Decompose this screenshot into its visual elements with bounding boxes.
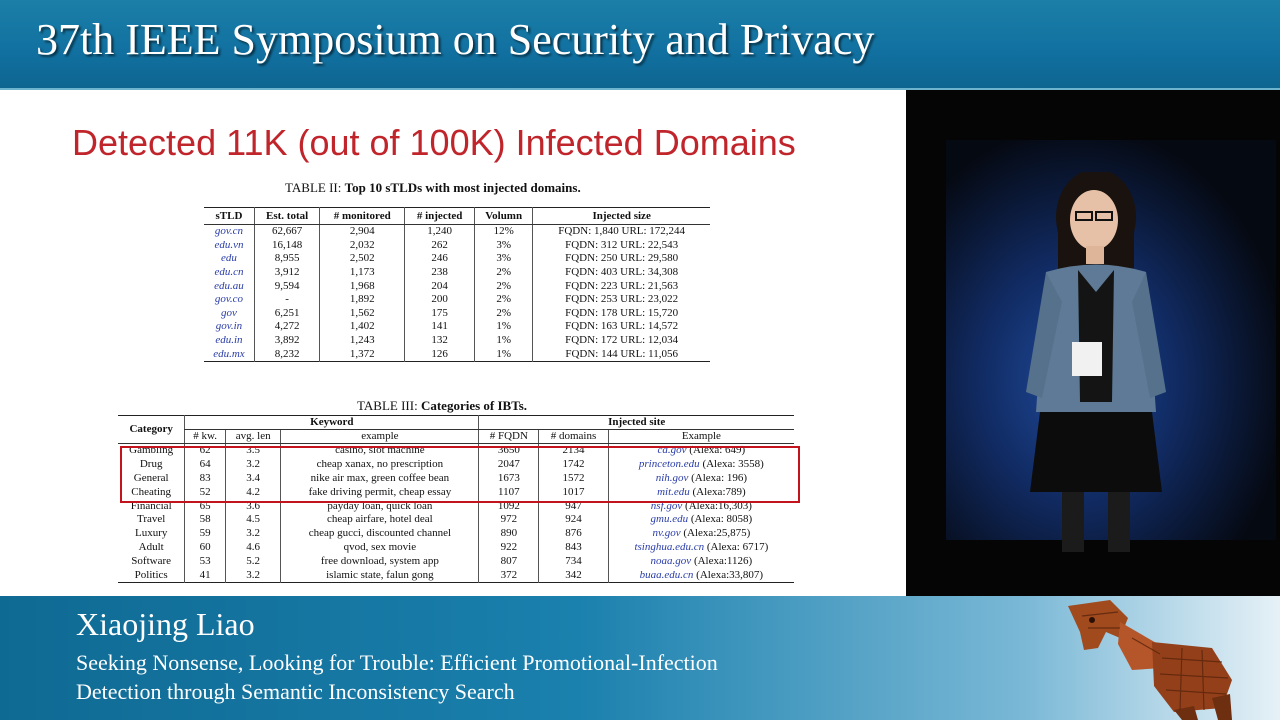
table-header: # monitored [320,208,405,225]
table-cell: 62 [185,444,226,458]
table-cell: 5.2 [226,554,281,568]
table-cell: 3650 [479,444,539,458]
table-cell: 2% [475,279,533,293]
stld-cell: edu.vn [214,238,244,251]
table-cell: 3.2 [226,458,281,472]
table-cell: FQDN: 144 URL: 11,056 [533,347,710,361]
table-row [204,293,710,307]
table-header: Volumn [475,208,533,225]
presentation-slide [0,90,906,596]
table-cell: 3.6 [226,499,281,513]
table-cell: 342 [539,568,609,582]
table-cell: FQDN: 163 URL: 14,572 [533,320,710,334]
example-site-alexa: (Alexa:16,303) [685,499,752,512]
table-cell: 807 [479,554,539,568]
example-site-cell [608,513,794,527]
example-site-alexa: (Alexa: 6717) [706,540,769,553]
table-cell: 1,243 [320,334,405,348]
table-header: example [281,430,479,444]
table-cell: 1,402 [320,320,405,334]
table-cell: 924 [539,513,609,527]
table-cell: 2,502 [320,252,405,266]
table-cell: 132 [405,334,475,348]
table-cell: 1% [475,347,533,361]
table-cell: cheap xanax, no prescription [281,458,479,472]
table-header: Category [118,416,185,444]
table-cell: 947 [539,499,609,513]
table-cell: FQDN: 1,840 URL: 172,244 [533,225,710,239]
table-cell: cheap gucci, discounted channel [281,527,479,541]
example-site-cell [608,541,794,555]
table-cell: fake driving permit, cheap essay [281,485,479,499]
table-row [204,266,710,280]
table-cell: 1673 [479,472,539,486]
table-cell: FQDN: 172 URL: 12,034 [533,334,710,348]
example-site-cell [608,568,794,582]
table-cell: 3.2 [226,568,281,582]
table-header: avg. len [226,430,281,444]
table-cell: 8,955 [254,252,319,266]
table-cell: FQDN: 223 URL: 21,563 [533,279,710,293]
category-cell: Luxury [134,527,168,540]
example-site-domain: nih.gov [655,471,689,484]
table-row [118,541,794,555]
table-cell: 2% [475,293,533,307]
table-cell: 922 [479,541,539,555]
table-header: sTLD [204,208,254,225]
table-cell: free download, system app [281,554,479,568]
table-cell: 60 [185,541,226,555]
table-cell: 2% [475,266,533,280]
example-site-alexa: (Alexa:25,875) [683,527,751,540]
table2-caption-prefix: TABLE II: [285,180,342,195]
example-site-domain: gmu.edu [650,513,689,526]
table-cell: nike air max, green coffee bean [281,472,479,486]
slide-heading: Detected 11K (out of 100K) Infected Domains [72,122,796,163]
table-cell: 53 [185,554,226,568]
example-site-domain: nv.gov [652,527,681,540]
table-cell: 3.5 [226,444,281,458]
table-row [204,252,710,266]
table-header: Example [608,430,794,444]
table-cell: 890 [479,527,539,541]
table-row [118,568,794,582]
table-cell: 3.4 [226,472,281,486]
highlight-box [120,446,800,503]
table-cell: 2% [475,307,533,321]
table-cell: 3% [475,239,533,253]
table-cell: 65 [185,499,226,513]
example-site-alexa: (Alexa: 196) [691,471,748,484]
table-cell: 4.5 [226,513,281,527]
table-cell: 2,032 [320,239,405,253]
category-cell: Software [131,554,172,567]
stld-cell: gov [221,306,237,319]
table-cell: 8,232 [254,347,319,361]
category-cell: Travel [137,513,166,526]
category-cell: General [133,471,169,484]
table-row [204,307,710,321]
speaker-video [906,90,1280,596]
example-site-domain: nsf.gov [650,499,683,512]
table-cell: FQDN: 250 URL: 29,580 [533,252,710,266]
example-site-alexa: (Alexa: 649) [689,444,746,457]
table-cell: 12% [475,225,533,239]
table-cell: 62,667 [254,225,319,239]
stld-cell: edu.in [215,334,243,347]
table-cell: 972 [479,513,539,527]
talk-title-line-2: Detection through Semantic Inconsistency Search [76,679,515,704]
trojan-horse-icon [1062,598,1242,720]
table-cell: 1% [475,320,533,334]
category-cell: Adult [138,540,164,553]
category-cell: Drug [139,458,163,471]
example-site-domain: noaa.gov [650,554,692,567]
table-cell: 4,272 [254,320,319,334]
stld-cell: gov.cn [214,225,244,238]
table-cell: casino, slot machine [281,444,479,458]
speaker-name: Xiaojing Liao [76,606,255,642]
example-site-cell [608,554,794,568]
stld-cell: edu.cn [214,266,244,279]
table-cell: 1,372 [320,347,405,361]
table2-caption [285,180,581,196]
table3-caption [357,398,527,414]
conference-banner [0,0,1280,90]
table3-caption-text: Categories of IBTs. [420,398,527,413]
table-row [204,279,710,293]
category-cell: Financial [130,499,172,512]
table-header: # FQDN [479,430,539,444]
table-row [118,527,794,541]
table-cell: 843 [539,541,609,555]
table-cell: 3% [475,252,533,266]
table-cell: 262 [405,239,475,253]
table-row [204,347,710,361]
table-header: Keyword [185,416,479,430]
table-header: Injected site [479,416,794,430]
table-cell: 876 [539,527,609,541]
table-cell: 52 [185,485,226,499]
table-row [118,554,794,568]
table-cell: 126 [405,347,475,361]
table-cell: - [254,293,319,307]
table-cell: 64 [185,458,226,472]
table-cell: 734 [539,554,609,568]
example-site-alexa: (Alexa:33,807) [696,568,764,581]
table-cell: 58 [185,513,226,527]
stld-cell: edu.mx [213,347,245,360]
table-cell: 6,251 [254,307,319,321]
table-row [204,239,710,253]
table-cell: 1,240 [405,225,475,239]
table-row [118,513,794,527]
table-cell: 41 [185,568,226,582]
table-cell: 4.2 [226,485,281,499]
example-site-domain: princeton.edu [638,458,700,471]
table-row [204,334,710,348]
stld-table [204,207,710,362]
table2-caption-text: Top 10 sTLDs with most injected domains. [344,180,581,195]
table-cell: 83 [185,472,226,486]
example-site-cell [608,527,794,541]
table-cell: islamic state, falun gong [281,568,479,582]
table-cell: 1092 [479,499,539,513]
example-site-domain: ca.gov [657,444,687,457]
stld-cell: edu.au [214,279,244,292]
table-cell: 1572 [539,472,609,486]
table-row [204,225,710,239]
table-cell: 1,173 [320,266,405,280]
table-cell: 238 [405,266,475,280]
table-cell: 1107 [479,485,539,499]
table-cell: 175 [405,307,475,321]
table-cell: 246 [405,252,475,266]
table-cell: 204 [405,279,475,293]
table-cell: 3,892 [254,334,319,348]
table-cell: 141 [405,320,475,334]
table-cell: 16,148 [254,239,319,253]
table-header: # injected [405,208,475,225]
example-site-alexa: (Alexa:789) [692,485,746,498]
table-cell: 1,968 [320,279,405,293]
table-cell: 1% [475,334,533,348]
table-cell: 2,904 [320,225,405,239]
speaker-figure [1016,172,1176,552]
conference-title: 37th IEEE Symposium on Security and Privacy [36,15,875,64]
table-cell: 1,892 [320,293,405,307]
table-cell: 200 [405,293,475,307]
table-row [204,320,710,334]
category-cell: Cheating [131,485,172,498]
example-site-domain: buaa.edu.cn [639,568,694,581]
example-site-domain: mit.edu [657,485,690,498]
table-header: Est. total [254,208,319,225]
talk-title-line-1: Seeking Nonsense, Looking for Trouble: Efficient Promotional-Infection [76,650,718,675]
table-cell: 59 [185,527,226,541]
example-site-alexa: (Alexa: 3558) [702,458,764,471]
table-cell: FQDN: 312 URL: 22,543 [533,239,710,253]
table-cell: 2047 [479,458,539,472]
category-cell: Gambling [129,444,174,457]
table-cell: FQDN: 253 URL: 23,022 [533,293,710,307]
table-cell: 9,594 [254,279,319,293]
table-cell: FQDN: 178 URL: 15,720 [533,307,710,321]
table-cell: 1742 [539,458,609,472]
table-cell: 1017 [539,485,609,499]
category-cell: Politics [134,568,168,581]
table-cell: 372 [479,568,539,582]
example-site-alexa: (Alexa:1126) [693,554,753,567]
table-header: # domains [539,430,609,444]
table-cell: payday loan, quick loan [281,499,479,513]
table-cell: FQDN: 403 URL: 34,308 [533,266,710,280]
example-site-alexa: (Alexa: 8058) [690,513,753,526]
table-cell: 3,912 [254,266,319,280]
example-site-domain: tsinghua.edu.cn [634,540,705,553]
table-header: # kw. [185,430,226,444]
table3-caption-prefix: TABLE III: [357,398,418,413]
table-cell: qvod, sex movie [281,541,479,555]
table-header: Injected size [533,208,710,225]
table-cell: cheap airfare, hotel deal [281,513,479,527]
stld-cell: gov.co [214,293,244,306]
stld-cell: gov.in [215,320,243,333]
table-cell: 1,562 [320,307,405,321]
table-cell: 3.2 [226,527,281,541]
stld-cell: edu [221,252,237,265]
table-cell: 4.6 [226,541,281,555]
table-cell: 2134 [539,444,609,458]
